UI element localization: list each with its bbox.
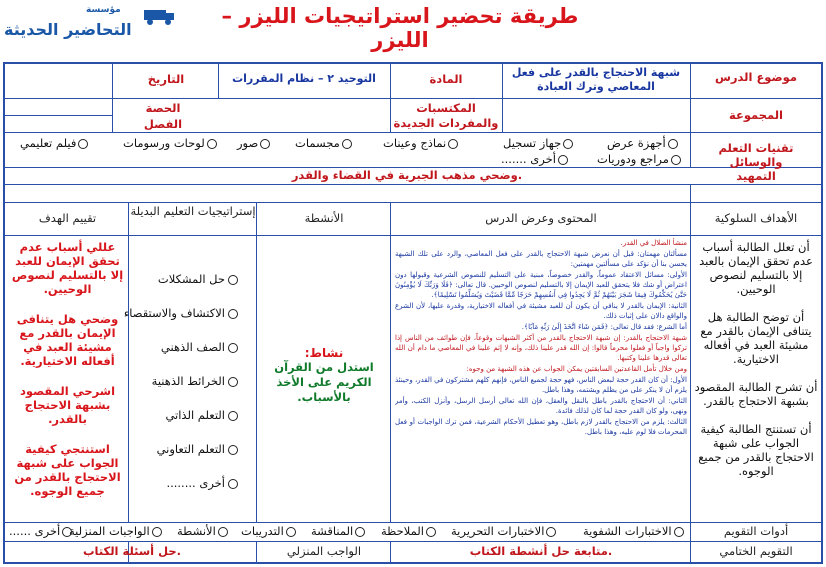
tool-written[interactable]: الاختبارات التحريرية	[451, 524, 556, 538]
header-goals: الأهداف السلوكية	[714, 211, 798, 225]
tool-observation[interactable]: الملاحظة	[381, 524, 436, 538]
option-other[interactable]: أخرى .......	[501, 152, 568, 166]
option-references[interactable]: مراجع ودوريات	[597, 152, 681, 166]
truck-icon	[142, 6, 176, 28]
material-value: التوحيد ٢ – نظام المقررات	[232, 72, 376, 85]
option-film[interactable]: فيلم تعليمي	[20, 136, 88, 150]
intro-label: التمهيد	[736, 169, 776, 183]
assessment-label: أدوات التقويم	[723, 524, 789, 538]
goals-list	[693, 240, 819, 492]
evaluation-list	[9, 240, 126, 514]
strategy-discovery[interactable]: الاكتشاف والاستقصاء	[124, 306, 238, 320]
option-images[interactable]: صور	[237, 136, 270, 150]
date-label: التاريخ	[147, 72, 185, 86]
group-label: المجموعة	[728, 108, 783, 122]
evaluation-item: وضحي هل يتنافى الإيمان بالقدر مع مشيئة العبد في أفعاله الاختيارية.	[16, 312, 119, 368]
header-strategies: إستراتيجيات التعليم البديلة	[130, 204, 256, 218]
strategy-brainstorm[interactable]: الصف الذهني	[161, 340, 238, 354]
header-evaluation: تقييم الهدف	[38, 211, 97, 225]
content-paragraph: الأولى: مسائل الاعتقاد عموماً، والقدر خصوصاً، مبنية على التسليم للنصوص الشرعية وقبولها دون اعتراض أو شك فلا يتحقق للعبد الإيمان إلا بالتسليم لنصوص الوحيين. قال تعالى: ﴿فَلَا وَرَبِّكَ لَا يُؤْمِنُونَ حَتَّىٰ يُحَكِّمُوكَ فِيمَا شَجَرَ بَيْنَهُمْ ثُمَّ لَا يَجِدُوا فِي أَنفُسِهِمْ حَرَجًا مِّمَّا قَضَيْتَ وَيُسَلِّمُوا تَسْلِيمًا﴾.	[395, 271, 687, 299]
class-label: الفصل	[143, 117, 183, 131]
strategy-problem-solving[interactable]: حل المشكلات	[158, 272, 238, 286]
content-paragraph: منشأ الضلال في القدر.	[620, 239, 687, 247]
goal-item: أن توضح الطالبة هل يتنافى الإيمان بالقدر مع مشيئة العبد في أفعاله الاختيارية.	[700, 310, 812, 366]
strategy-other[interactable]: أخرى ........	[166, 476, 238, 490]
page-title: طريقة تحضير استراتيجيات الليزر – الليزر	[221, 4, 579, 52]
content-paragraph: ومن خلال تأمل القاعدتين السابقتين يمكن الجواب عن هذه الشبهة من وجوه:	[466, 365, 687, 373]
goal-item: أن تستنتج الطالبة كيفية الجواب على شبهة الاحتجاج بالقدر من جميع الوجوه.	[698, 422, 814, 478]
content-paragraph: مسألتان مهمتان: قبل أن نعرض شبهة الاحتجاج بالقدر على فعل المعاصي، والرد على تلك الشبهة يحسن بنا أن نؤكد على مسألتين مهمتين:	[395, 250, 687, 268]
homework-text: حل أسئلة الكتاب.	[82, 544, 182, 558]
option-boards[interactable]: لوحات ورسومات	[123, 136, 217, 150]
tech-label: تقنيات التعلم والوسائل	[718, 141, 794, 169]
period-label: الحصة	[145, 101, 181, 115]
material-label: المادة	[429, 72, 463, 86]
evaluation-item: عللي أسباب عدم تحقق الإيمان للعبد إلا بالتسليم لنصوص الوحيين.	[11, 240, 124, 296]
tool-oral[interactable]: الاختبارات الشفوية	[583, 524, 684, 538]
activity-text: استدل من القرآن الكريم على الأخذ بالأسباب.	[274, 360, 374, 404]
vocab-label: المكتسبات والمفردات الجديدة	[393, 101, 499, 130]
strategy-mind-maps[interactable]: الخرائط الذهنية	[152, 374, 238, 388]
option-shapes[interactable]: مجسمات	[295, 136, 352, 150]
content-paragraph: شبهة الاحتجاج بالقدر: إن شبهة الاحتجاج بالقدر من أكثر الشبهات وقوعاً، فإن طوائف من الناس إذا تركوا واجباً أو فعلوا محرماً قالوا: إن الله قدر علينا ذلك، وإنه لا إثم علينا في المعاصي ما دام أن الله تعالى قدرها علينا وكتبها.	[395, 334, 687, 362]
option-recorder[interactable]: جهاز تسجيل	[503, 136, 573, 150]
content-paragraph: الثالث: يلزم من الاحتجاج بالقدر لازم باطل، وهو تعطيل الأحكام الشرعية، فمن ترك الواجبات أو فعل المحرمات فلا لوم عليه، وهذا باطل.	[395, 418, 687, 436]
content-paragraph: الأول: أن كان القدر حجة لبعض الناس، فهو حجة لجميع الناس، فإنهم كلهم مشتركون في القدر، وحينئذ يلزم أن لا ينكر على من يظلم ويشتمه، وهذا باطل.	[395, 376, 687, 394]
header-activities: الأنشطة	[304, 211, 344, 225]
strategy-self-learning[interactable]: التعلم الذاتي	[165, 408, 238, 422]
homework-label: الواجب المنزلي	[286, 544, 362, 558]
option-models[interactable]: نماذج وعينات	[383, 136, 458, 150]
tool-homework[interactable]: الواجبات المنزلية	[69, 524, 162, 538]
content-paragraph: الثانية: الإيمان بالقدر لا ينافي أن يكون أن للعبد مشيئة في أفعاله الاختيارية، وقدرة عليها، لأن الشرع والواقع دالان على إثبات ذلك.	[395, 302, 687, 320]
subject-value: شبهة الاحتجاج بالقدر على فعل المعاصي وترك العبادة	[511, 66, 681, 93]
content-paragraph: أما الشرع: فقد قال تعالى: ﴿فَمَن شَاءَ اتَّخَذَ إِلَىٰ رَبِّهِ مَآبًا﴾.	[521, 323, 687, 331]
tool-other[interactable]: أخرى ......	[9, 524, 72, 538]
goal-item: أن تشرح الطالبة المقصود بشبهة الاحتجاج بالقدر.	[694, 380, 818, 408]
evaluation-item: اشرحي المقصود بشبهة الاحتجاج بالقدر.	[19, 384, 116, 426]
activity-box	[262, 346, 386, 405]
activity-label: نشاط:	[304, 346, 344, 360]
subject-label: موضوع الدرس	[715, 70, 797, 84]
lesson-plan-table	[3, 62, 823, 564]
logo-main-text: التحاضير الحديثة	[4, 20, 132, 39]
evaluation-item: استنتجي كيفية الجواب على شبهة الاحتجاج بالقدر من جميع الوجوه.	[14, 442, 121, 498]
header-content: المحتوى وعرض الدرس	[485, 211, 597, 225]
goal-item: أن تعلل الطالبة أسباب عدم تحقق الإيمان بالعبد إلا بالتسليم لنصوص الوحيين.	[699, 240, 813, 296]
logo-small-text: مؤسسة	[86, 5, 121, 15]
lesson-content	[395, 238, 687, 520]
logo	[2, 4, 182, 44]
strategy-cooperative[interactable]: التعلم التعاوني	[157, 442, 238, 456]
option-projectors[interactable]: أجهزة عرض	[607, 136, 678, 150]
final-text: متابعة حل أنشطة الكتاب.	[469, 544, 613, 558]
tool-discussion[interactable]: المناقشة	[311, 524, 365, 538]
content-paragraph: الثاني: أن الاحتجاج بالقدر باطل بالنقل والعقل، فإن الله تعالى أرسل الرسل، وأنزل الكتب، وأمر ونهى، ولو كان القدر حجة لما كان لذلك فائدة.	[395, 397, 687, 415]
intro-text: وضحي مذهب الجبرية في القضاء والقدر.	[291, 168, 523, 182]
tool-activities[interactable]: الأنشطة	[177, 524, 228, 538]
final-label: التقويم الختامي	[719, 544, 793, 558]
tool-exercises[interactable]: التدريبات	[241, 524, 296, 538]
